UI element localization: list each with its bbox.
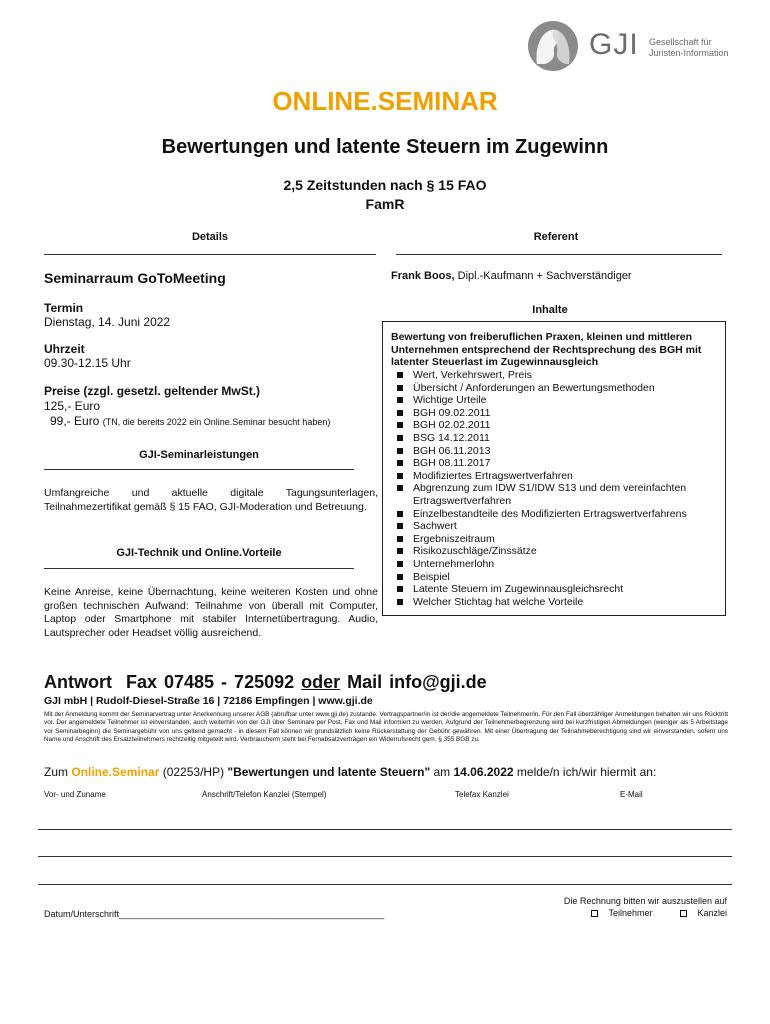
registration-date: 14.06.2022 [453, 765, 514, 779]
square-bullet-icon [397, 448, 403, 454]
price-regular: 125,- Euro [44, 399, 101, 413]
inhalte-item [397, 571, 725, 584]
technik-heading: GJI-Technik und Online.Vorteile [116, 547, 282, 559]
registration-zum: Zum [44, 765, 72, 779]
inhalte-item-text: BSG 14.12.2011 [413, 431, 490, 444]
registration-rest: melde/n ich/wir hiermit an: [513, 765, 657, 779]
checkbox-kanzlei[interactable] [680, 910, 687, 917]
invoice-options [540, 908, 727, 918]
form-line-2[interactable] [38, 856, 732, 857]
inhalte-heading: Inhalte [532, 304, 568, 316]
inhalte-item-text: Unternehmerlohn [413, 557, 495, 570]
answer-fax: Antwort Fax 07485 - 725092 [44, 672, 302, 692]
option-teilnehmer: Teilnehmer [608, 908, 653, 918]
seminarleistungen-text: Umfangreiche und aktuelle digitale Tagungsunterlagen, Teilnahmezertifikat gemäß § 15 FAO, GJI-Moderation und Betreuung. [44, 487, 378, 513]
price-reduced-note: (TN, die bereits 2022 ein Online.Seminar besucht haben) [102, 417, 331, 427]
referent-info [391, 270, 632, 282]
square-bullet-icon [397, 410, 403, 416]
inhalte-item-text: Abgrenzung zum IDW S1/IDW S13 und dem vereinfachten Ertragswertverfahren [413, 482, 687, 507]
page-title: ONLINE.SEMINAR [272, 86, 498, 116]
field-label-name: Vor- und Zuname [44, 790, 106, 799]
registration-seminar: Online.Seminar [71, 765, 160, 779]
square-bullet-icon [397, 586, 403, 592]
square-bullet-icon [397, 435, 403, 441]
inhalte-item-text: Sachwert [413, 520, 457, 533]
registration-am: am [430, 765, 454, 779]
inhalte-item-text: BGH 06.11.2013 [413, 444, 491, 457]
square-bullet-icon [397, 485, 403, 491]
option-kanzlei: Kanzlei [697, 908, 727, 918]
inhalte-item-text: Einzelbestandteile des Modifizierten Ertragswertverfahrens [413, 507, 687, 520]
square-bullet-icon [397, 397, 403, 403]
inhalte-item [397, 382, 725, 395]
hours-line-1: 2,5 Zeitstunden nach § 15 FAO [283, 177, 487, 193]
answer-mail[interactable]: Mail info@gji.de [340, 672, 487, 692]
inhalte-item [397, 558, 725, 571]
registration-code: (02253/HP) [159, 765, 228, 779]
gji-head-icon [527, 20, 579, 72]
inhalte-intro: Bewertung von freiberuflichen Praxen, kleinen und mittleren Unternehmen entsprechend der Rechtsprechung des BGH mit latenter Steuerlast im Zugewinnausgleich [391, 331, 702, 369]
details-heading: Details [191, 231, 229, 243]
form-line-1[interactable] [38, 829, 732, 830]
inhalte-item-text: BGH 08.11.2017 [413, 457, 491, 470]
inhalte-item [397, 457, 725, 470]
inhalte-item [397, 596, 725, 609]
square-bullet-icon [397, 372, 403, 378]
termin-value: Dienstag, 14. Juni 2022 [44, 315, 171, 329]
field-label-fax: Telefax Kanzlei [455, 790, 509, 799]
logo-wordmark: GJI [589, 28, 639, 61]
inhalte-item [397, 583, 725, 596]
logo-tagline-1: Gesellschaft für [649, 37, 712, 47]
square-bullet-icon [397, 511, 403, 517]
termin-label: Termin [44, 301, 84, 315]
square-bullet-icon [397, 599, 403, 605]
preise-label: Preise (zzgl. gesetzl. geltender MwSt.) [44, 384, 261, 398]
inhalte-item [397, 533, 725, 546]
answer-oder: oder [301, 672, 341, 692]
square-bullet-icon [397, 561, 403, 567]
inhalte-list [397, 369, 725, 608]
registration-title: "Bewertungen und latente Steuern" [227, 765, 431, 779]
seminar-title: Bewertungen und latente Steuern im Zugewinn [161, 136, 609, 158]
technik-divider [44, 568, 354, 569]
inhalte-item [397, 432, 725, 445]
square-bullet-icon [397, 523, 403, 529]
square-bullet-icon [397, 460, 403, 466]
legal-text: Mit der Anmeldung kommt der Seminarvertrag unter Anerkennung unserer AGB (abrufbar unter www.gji.de) zustande. Vertragspartner/in ist der/die angemeldete Teilnehmer/in. Für den Fall überzähliger Anmeldungen behalten wir uns Rücktritt vor. Der angemeldete Teilnehmer ist einverstanden, auch weiterhin von der GJI über Seminare per Post, Fax und Mail informiert zu werden. Aufgrund der Teilnehmerbegrenzung wird bei kurzfristigen Abmeldungen (weniger als 5 Arbeitstage vor Seminarbeginn) die Seminargebühr von uns geltend gemacht - in diesem Fall können wir grundsätzlich keine Rückerstattung der Gebühr gewähren. Mit einer Übertragung der Teilnahmeberechtigung sind wir einverstanden, sofern uns Name und Anschrift des Ersatzteilnehmers rechtzeitig mitgeteilt wird. Verbraucherm steht bei Fernabsatzverträgen ein Widerrufsrecht gem. § 355 BGB zu. [44, 711, 728, 743]
square-bullet-icon [397, 548, 403, 554]
technik-text: Keine Anreise, keine Übernachtung, keine weiteren Kosten und ohne großen technischen Aufwand: Teilnahme von überall mit Computer, Laptop oder Smartphone mit stabiler Internetübertragung. Audio, Lautsprecher oder Headset völlig ausreichend. [44, 586, 378, 639]
square-bullet-icon [397, 574, 403, 580]
inhalte-item-text: BGH 09.02.2011 [413, 406, 491, 419]
inhalte-item [397, 482, 725, 507]
inhalte-item [397, 445, 725, 458]
price-reduced-value: 99,- Euro [50, 414, 100, 428]
inhalte-item-text: Welcher Stichtag hat welche Vorteile [413, 595, 584, 608]
seminarleistungen-divider [44, 469, 354, 470]
square-bullet-icon [397, 385, 403, 391]
inhalte-item [397, 419, 725, 432]
referent-name: Frank Boos, [391, 270, 455, 282]
inhalte-item-text: Wert, Verkehrswert, Preis [413, 369, 532, 381]
square-bullet-icon [397, 536, 403, 542]
field-label-email: E-Mail [620, 790, 643, 799]
inhalte-item-text: Ergebniszeitraum [413, 532, 495, 545]
inhalte-item-text: Wichtige Urteile [413, 394, 487, 407]
form-line-3[interactable] [38, 884, 732, 885]
inhalte-item [397, 407, 725, 420]
company-address-text: GJI mbH | Rudolf-Diesel-Straße 16 | 72186 Empfingen | www.gji.de [44, 695, 373, 707]
details-divider [44, 254, 376, 255]
inhalte-item-text: Übersicht / Anforderungen an Bewertungsmethoden [413, 381, 655, 394]
inhalte-item [397, 394, 725, 407]
uhrzeit-value: 09.30-12.15 Uhr [44, 356, 131, 370]
checkbox-teilnehmer[interactable] [591, 910, 598, 917]
answer-line [44, 672, 487, 693]
logo-tagline-2: Juristen-Information [649, 48, 729, 58]
seminarleistungen-heading: GJI-Seminarleistungen [139, 449, 259, 461]
seminar-room: Seminarraum GoToMeeting [44, 270, 226, 286]
uhrzeit-label: Uhrzeit [44, 342, 85, 356]
inhalte-item-text: BGH 02.02.2011 [413, 419, 491, 432]
inhalte-item [397, 520, 725, 533]
field-label-address: Anschrift/Telefon Kanzlei (Stempel) [202, 790, 327, 799]
inhalte-item-text: Risikozuschläge/Zinssätze [413, 545, 537, 558]
price-reduced [50, 414, 330, 428]
signature-line[interactable]: Datum/Unterschrift_____________________________________________________ [44, 909, 385, 919]
referent-divider [396, 254, 722, 255]
inhalte-item [397, 508, 725, 521]
registration-line [44, 765, 656, 779]
hours-line-2: FamR [365, 196, 405, 212]
square-bullet-icon [397, 422, 403, 428]
square-bullet-icon [397, 473, 403, 479]
inhalte-item [397, 369, 725, 382]
inhalte-item-text: Beispiel [413, 570, 450, 583]
inhalte-item-text: Latente Steuern im Zugewinnausgleichsrecht [413, 583, 624, 596]
invoice-note: Die Rechnung bitten wir auszustellen auf [563, 896, 727, 906]
referent-title: Dipl.-Kaufmann + Sachverständiger [457, 270, 632, 282]
inhalte-item [397, 545, 725, 558]
inhalte-item [397, 470, 725, 483]
gji-logo [527, 20, 747, 72]
company-address [44, 695, 373, 707]
inhalte-item-text: Modifiziertes Ertragswertverfahren [413, 469, 573, 482]
referent-heading: Referent [533, 231, 579, 243]
